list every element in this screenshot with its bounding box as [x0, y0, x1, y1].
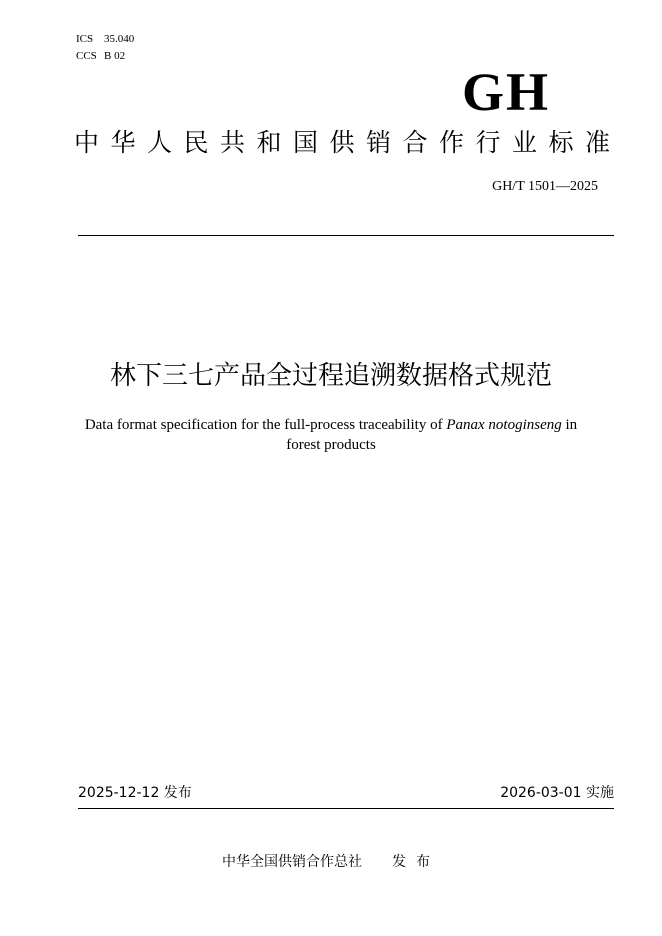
title-english-part-1: Data format specification for the full-process traceability of: [84, 417, 447, 433]
ics-line: [76, 33, 134, 45]
ccs-code: B 02: [104, 50, 126, 62]
publisher-line: [0, 853, 662, 871]
standard-number: GH/T 1501—2025: [492, 179, 598, 194]
standard-category: 中华人民共和国供销合作行业标准: [74, 128, 622, 157]
ccs-label: CCS: [76, 50, 97, 62]
publisher-name: 中华全国供销合作总社: [222, 854, 362, 870]
ccs-line: [76, 50, 125, 62]
top-divider: [78, 235, 614, 236]
release-date: 2025-12-12 发布: [78, 785, 192, 801]
title-english-species: Panax notoginseng: [446, 417, 562, 433]
implementation-date: 2026-03-01 实施: [500, 785, 614, 801]
gh-logo: GH: [462, 62, 551, 122]
bottom-divider: [78, 808, 614, 809]
title-english-part-2: in forest products: [286, 417, 578, 453]
ics-code: 35.040: [104, 33, 135, 45]
title-english: [80, 415, 582, 455]
publisher-action: 发布: [392, 854, 440, 870]
title-chinese: 林下三七产品全过程追溯数据格式规范: [109, 361, 552, 391]
ics-label: ICS: [76, 33, 94, 45]
